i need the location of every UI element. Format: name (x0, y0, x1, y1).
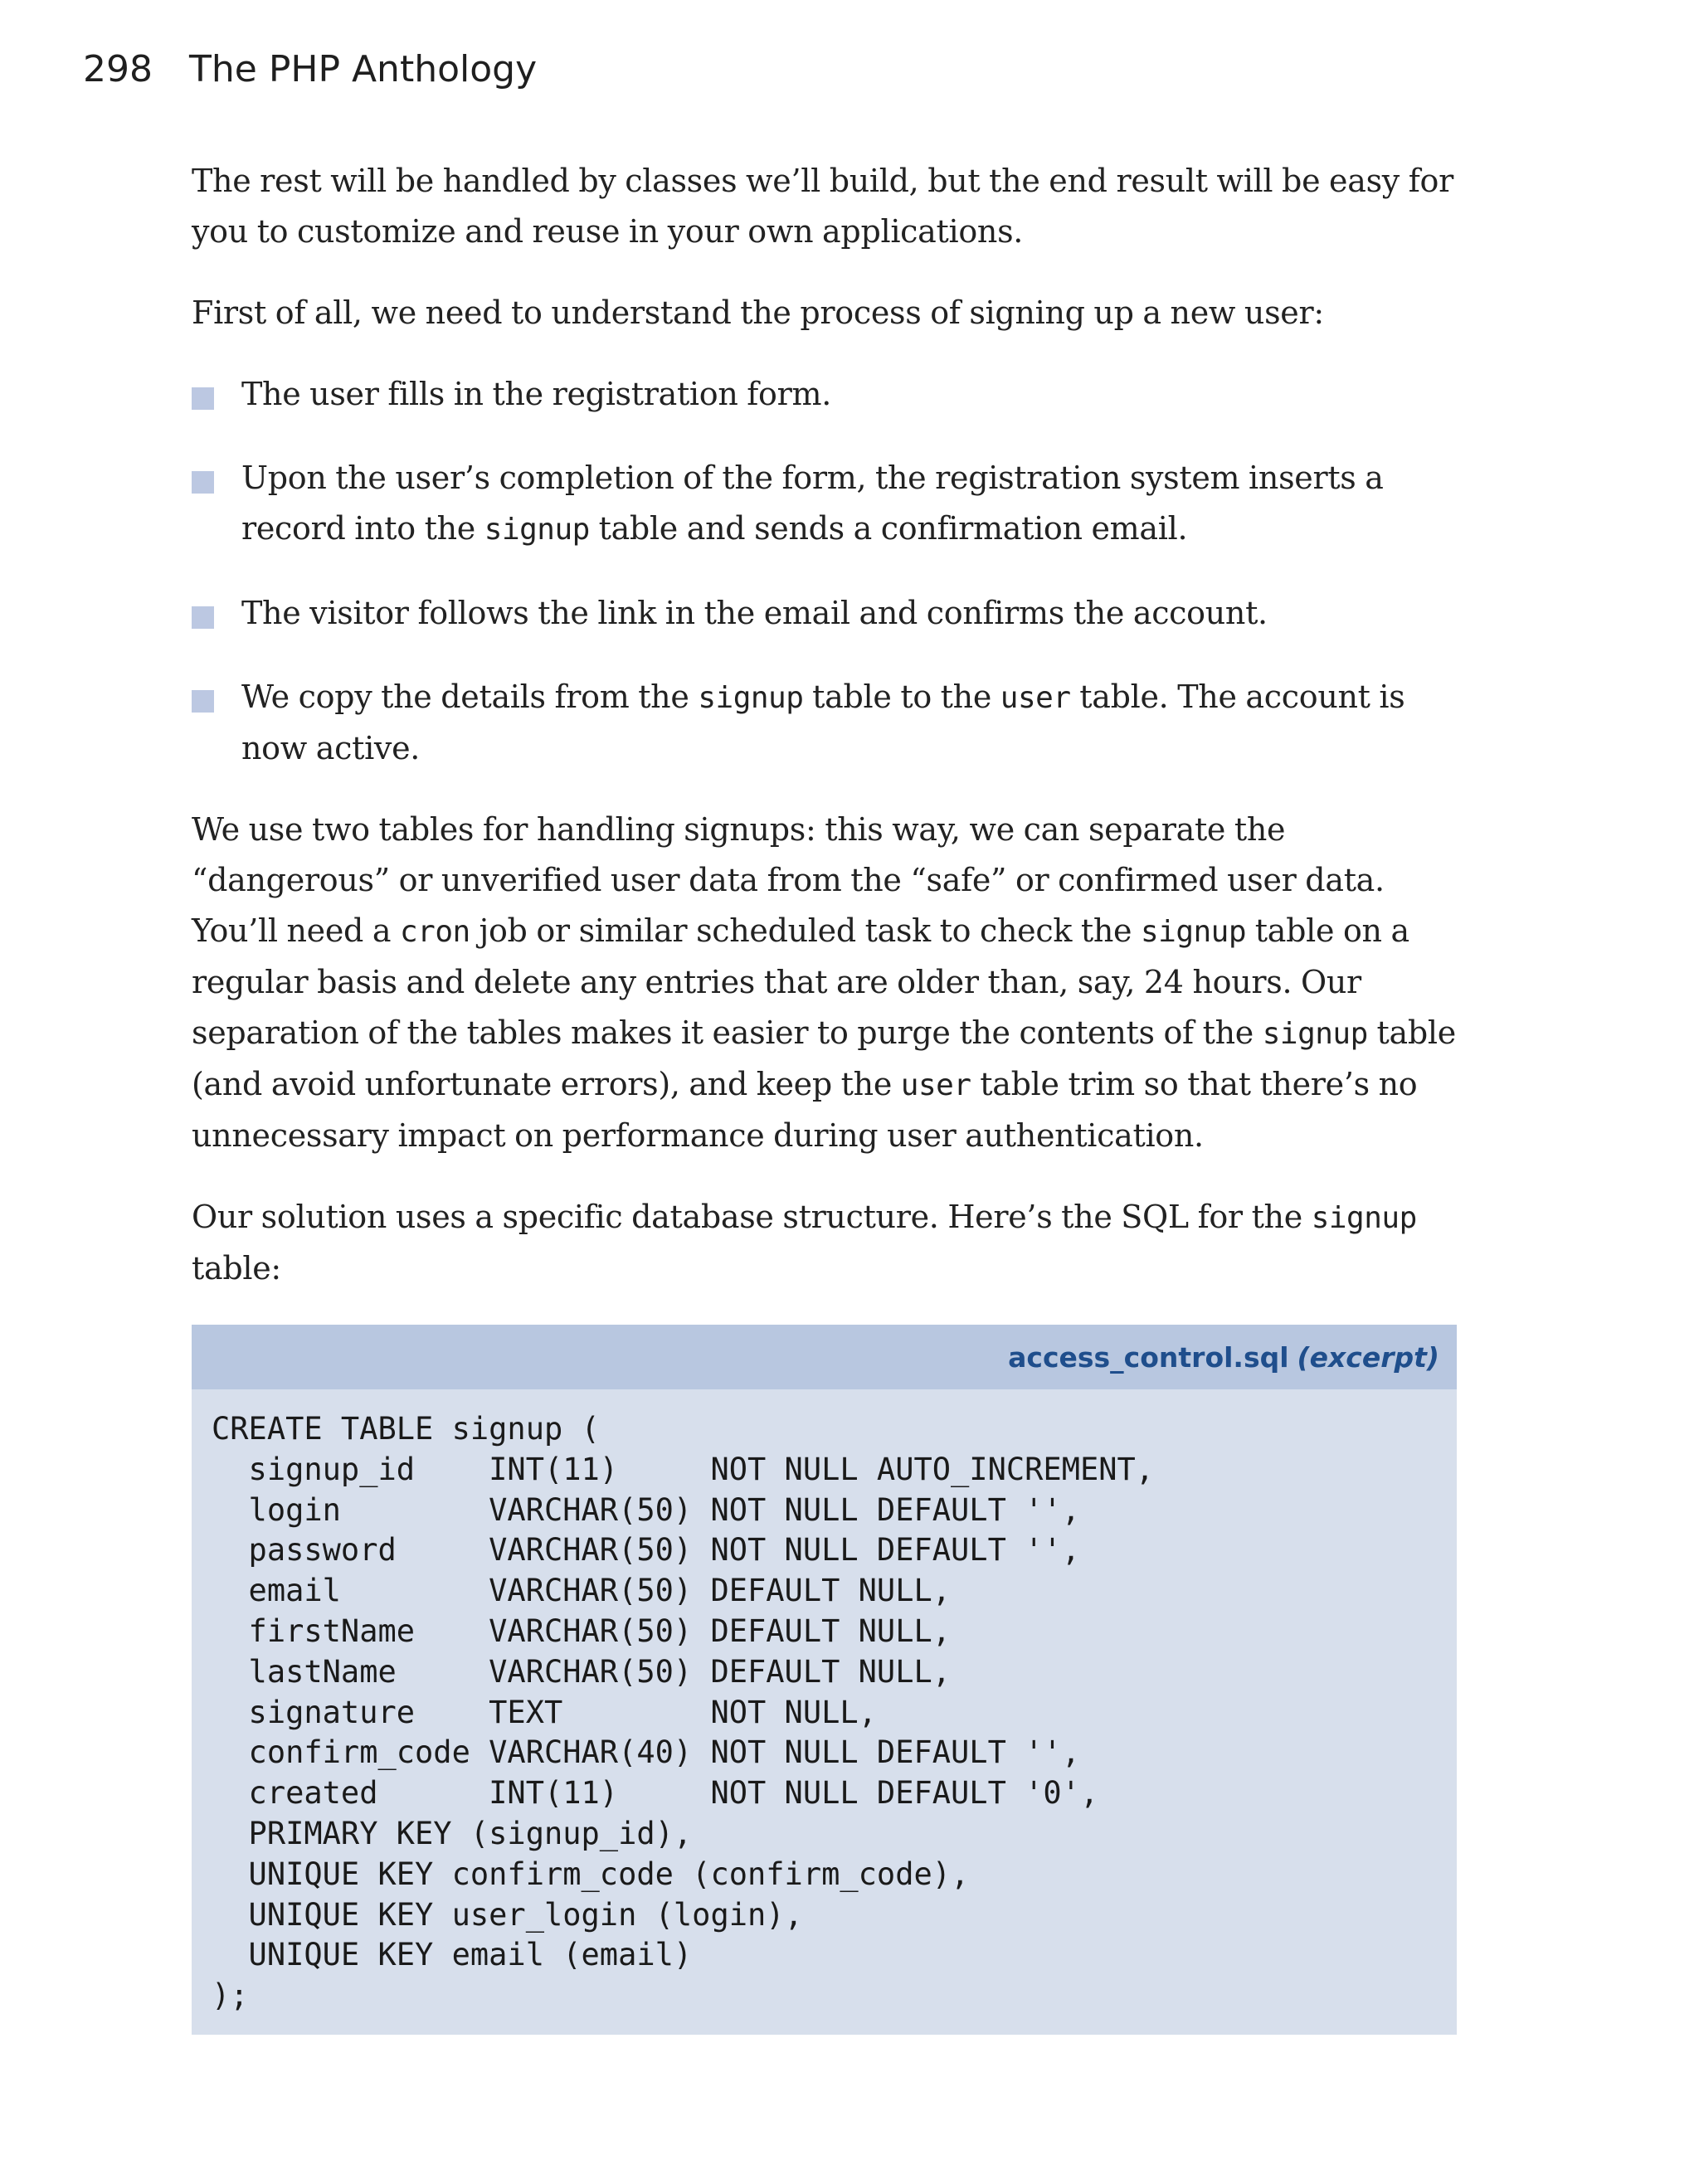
paragraph-intro: The rest will be handled by classes we’ll build, but the end result will be easy for you to customize and reuse in your own applications. (192, 163, 1453, 250)
paragraph-sql-lead (192, 1192, 1457, 1294)
list-item-text: The user fills in the registration form. (241, 376, 832, 412)
code-listing-caption (192, 1325, 1457, 1389)
page-content (192, 156, 1457, 2035)
text-span: table on a regular basis and delete any entries that are older than, say, 24 hours. Our separation of the tables makes it easier to purge the contents of the (192, 912, 1409, 1051)
inline-code: signup (698, 681, 804, 715)
square-bullet-icon (192, 690, 214, 713)
square-bullet-icon (192, 606, 214, 629)
text-span: table: (192, 1250, 281, 1287)
list-item-text: We copy the details from the (241, 679, 689, 715)
paragraph-process-lead: First of all, we need to understand the process of signing up a new user: (192, 294, 1324, 331)
code-excerpt-label: (excerpt) (1297, 1340, 1439, 1374)
text-span: table trim so that there’s no unnecessary impact on performance during user authentication. (192, 1066, 1418, 1154)
sql-code: CREATE TABLE signup ( signup_id INT(11) NOT NULL AUTO_INCREMENT, login VARCHAR(50) NOT NULL DEFAULT '', password VARCHAR(50) NOT NULL DEFAULT '', email VARCHAR(50) DEFAULT NULL, firstName VARCHAR(50) DEFAULT NULL, lastName VARCHAR(50) DEFAULT NULL, signature TEXT NOT NULL, confirm_code VARCHAR(40) NOT NULL DEFAULT '', created INT(11) NOT NULL DEFAULT '0', PRIMARY KEY (signup_id), UNIQUE KEY confirm_code (confirm_code), UNIQUE KEY user_login (login), UNIQUE KEY email (email) ); (212, 1411, 1155, 2014)
text-span: table (and avoid unfortunate errors), and keep the (192, 1014, 1456, 1102)
book-title: The PHP Anthology (189, 48, 538, 90)
code-filename: access_control.sql (1008, 1340, 1289, 1374)
list-item-text: table to the (812, 679, 992, 715)
signup-steps-list (192, 369, 1457, 774)
inline-code: user (1000, 681, 1071, 715)
square-bullet-icon (192, 387, 214, 410)
code-listing (192, 1325, 1457, 2035)
inline-code: signup (1311, 1201, 1417, 1235)
text-span: We use two tables for handling signups: this way, we can separate the “dangerous” or unverified user data from the “safe” or confirmed user data. You’ll need a (192, 811, 1385, 949)
list-item-text: table. The account is now active. (241, 679, 1405, 766)
text-span: Our solution uses a specific database structure. Here’s the SQL for the (192, 1199, 1302, 1235)
list-item (192, 369, 1457, 420)
list-item-text: table and sends a confirmation email. (598, 510, 1188, 547)
square-bullet-icon (192, 471, 214, 494)
inline-code: cron (400, 915, 470, 949)
page-number: 298 (83, 48, 153, 90)
running-head (83, 48, 537, 90)
text-span: job or similar scheduled task to check the (479, 912, 1132, 949)
inline-code: user (900, 1068, 971, 1102)
list-item (192, 588, 1457, 639)
list-item (192, 453, 1457, 555)
paragraph-two-tables (192, 805, 1457, 1161)
inline-code: signup (484, 513, 590, 547)
inline-code: signup (1262, 1017, 1368, 1051)
list-item-text: Upon the user’s completion of the form, the registration system inserts a record into the (241, 460, 1384, 547)
inline-code: signup (1140, 915, 1247, 949)
list-item (192, 672, 1457, 774)
list-item-text: The visitor follows the link in the email and confirms the account. (241, 595, 1268, 631)
